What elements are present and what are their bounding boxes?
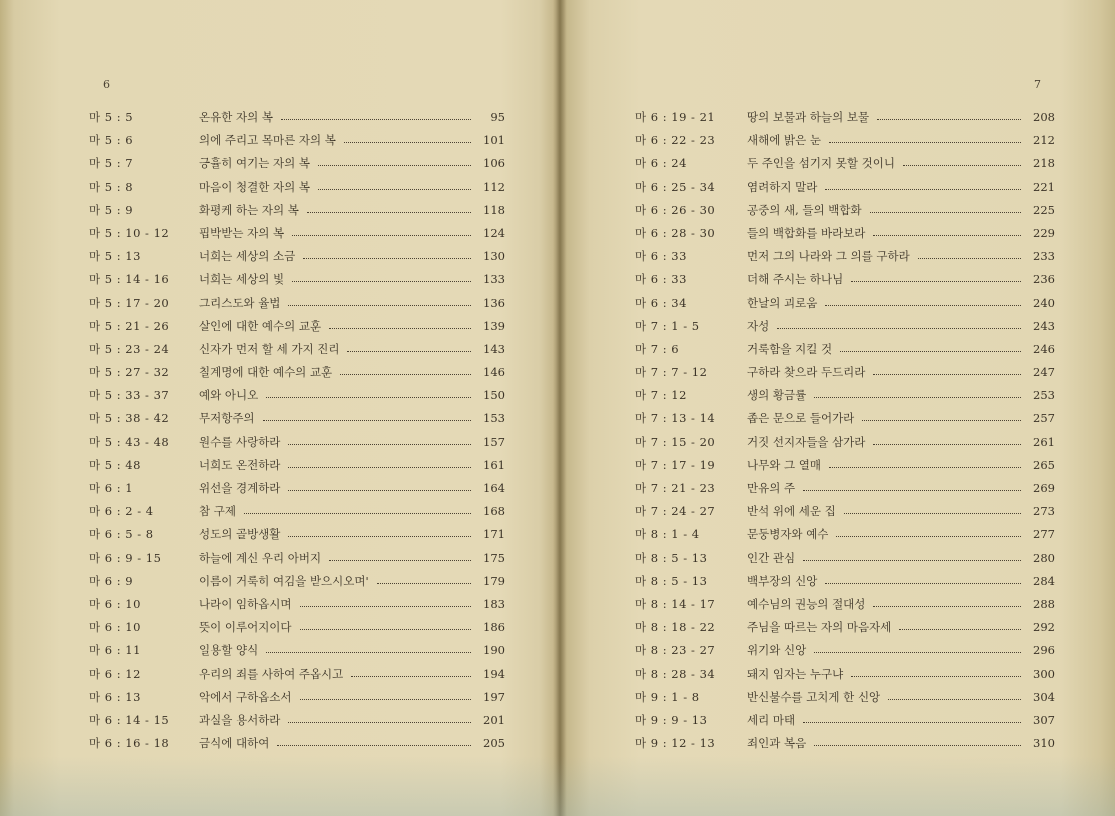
dot-leader [918,245,1021,259]
toc-entry [89,384,505,407]
dot-leader [288,431,471,445]
entry-title: 백부장의 신앙 [747,573,818,588]
page-number-ref: 197 [483,689,505,704]
page-number-ref: 139 [483,318,505,333]
page-number-ref: 150 [483,388,505,403]
dot-leader [814,732,1021,746]
toc-entry [89,500,505,523]
toc-entry [635,106,1055,129]
entry-title: 한날의 괴로움 [747,295,818,310]
dot-leader [803,477,1021,491]
page-number-ref: 179 [483,573,505,588]
page-number-ref: 253 [1033,388,1055,403]
toc-entry [89,152,505,175]
toc-entry [635,454,1055,477]
entry-title: 반신불수를 고치게 한 신앙 [747,689,881,704]
toc-entry [89,709,505,732]
scripture-reference: 마 8 : 5 - 13 [635,550,708,565]
page-number-ref: 153 [483,411,505,426]
scripture-reference: 마 7 : 7 - 12 [635,365,708,380]
page-number-ref: 201 [483,712,505,727]
dot-leader [303,245,471,259]
toc-entry [89,361,505,384]
toc-entry [635,199,1055,222]
scripture-reference: 마 6 : 12 [89,666,141,681]
scripture-reference: 마 6 : 33 [635,272,687,287]
dot-leader [888,686,1021,700]
dot-leader [899,616,1021,630]
page-number-ref: 284 [1033,573,1055,588]
toc-entry [89,245,505,268]
entry-title: 살인에 대한 예수의 교훈 [199,318,322,333]
page-number-ref: 164 [483,481,505,495]
page-number-ref: 136 [483,295,505,310]
entry-title: 좁은 문으로 들어가라 [747,411,855,426]
toc-entry [89,593,505,616]
page-number-ref: 296 [1033,643,1055,658]
toc-entry [89,176,505,199]
dot-leader [292,222,471,236]
entry-title: 세리 마태 [747,712,796,727]
dot-leader [873,431,1021,445]
entry-title: 들의 백합화를 바라보라 [747,225,866,240]
toc-entry [635,315,1055,338]
scripture-reference: 마 6 : 2 - 4 [89,504,154,519]
toc-entry [89,570,505,593]
page-number-ref: 280 [1033,550,1055,565]
entry-title: 너희는 세상의 빛 [199,272,285,287]
page-number-ref: 218 [1033,156,1055,171]
page-number-ref: 112 [483,179,505,194]
entry-title: 그리스도와 율법 [199,295,281,310]
scripture-reference: 마 6 : 26 - 30 [635,202,716,217]
scripture-reference: 마 5 : 8 [89,179,134,194]
toc-entry [635,663,1055,686]
dot-leader [277,732,471,746]
entry-title: 생의 황금률 [747,388,807,403]
entry-title: 참 구제 [199,504,236,519]
dot-leader [300,686,471,700]
entry-title: 주님을 따르는 자의 마음자세 [747,620,892,635]
scripture-reference: 마 6 : 11 [89,643,141,658]
page-number-ref: 288 [1033,596,1055,611]
toc-entry [89,547,505,570]
toc-entry [89,477,505,500]
dot-leader [851,268,1021,282]
page-number-ref: 124 [483,225,505,240]
toc-entry [635,129,1055,152]
dot-leader [318,176,471,190]
scripture-reference: 마 6 : 10 [89,620,141,635]
toc-entry [635,709,1055,732]
scripture-reference: 마 8 : 18 - 22 [635,620,716,635]
scripture-reference: 마 7 : 12 [635,388,687,403]
page-number-ref: 236 [1033,272,1055,287]
page-number-ref: 161 [483,457,505,472]
entry-title: 먼저 그의 나라와 그 의를 구하라 [747,249,910,264]
scripture-reference: 마 6 : 28 - 30 [635,225,716,240]
entry-title: 더해 주시는 하나님 [747,272,844,287]
toc-entry [635,431,1055,454]
toc-entry [635,407,1055,430]
toc-entry [89,129,505,152]
entry-title: 원수를 사랑하라 [199,434,281,449]
page-number-ref: 310 [1033,736,1055,751]
scripture-reference: 마 5 : 6 [89,133,134,148]
scripture-reference: 마 6 : 24 [635,156,687,171]
page-number-ref: 190 [483,643,505,658]
page-number-ref: 292 [1033,620,1055,635]
entry-title: 만유의 주 [747,481,796,495]
page-number-ref: 194 [483,666,505,681]
dot-leader [329,547,471,561]
toc-entry [89,106,505,129]
dot-leader [377,570,471,584]
entry-title: 뜻이 이루어지이다 [199,620,292,635]
entry-title: 위선을 경계하라 [199,481,281,495]
toc-entry [635,593,1055,616]
page-number-ref: 171 [483,527,505,542]
entry-title: 이름이 거룩히 여김을 받으시오며' [199,573,369,588]
scripture-reference: 마 7 : 6 [635,341,680,356]
page-number-ref: 106 [483,156,505,171]
scripture-reference: 마 6 : 5 - 8 [89,527,154,542]
entry-title: 새해에 밝은 눈 [747,133,821,148]
entry-title: 악에서 구하옵소서 [199,689,292,704]
page-number-ref: 118 [483,202,505,217]
toc-entry [89,338,505,361]
right-page-number: 7 [1034,78,1041,91]
toc-entry [635,222,1055,245]
page-number-ref: 157 [483,434,505,449]
page-number-ref: 225 [1033,202,1055,217]
toc-entry [89,523,505,546]
scripture-reference: 마 5 : 9 [89,202,134,217]
dot-leader [814,384,1021,398]
entry-title: 두 주인을 섬기지 못할 것이니 [747,156,895,171]
dot-leader [825,292,1021,306]
dot-leader [777,315,1021,329]
toc-entry [635,500,1055,523]
entry-title: 구하라 찾으라 두드리라 [747,365,866,380]
toc-entry [635,268,1055,291]
entry-title: 공중의 새, 들의 백합화 [747,202,862,217]
dot-leader [803,547,1021,561]
entry-title: 예수님의 권능의 절대성 [747,596,866,611]
toc-entry [89,222,505,245]
entry-title: 염려하지 말라 [747,179,818,194]
scripture-reference: 마 8 : 28 - 34 [635,666,716,681]
toc-entry [89,407,505,430]
scripture-reference: 마 6 : 25 - 34 [635,179,716,194]
dot-leader [862,407,1021,421]
scripture-reference: 마 6 : 33 [635,249,687,264]
page-number-ref: 229 [1033,225,1055,240]
left-page-number: 6 [103,78,110,91]
scripture-reference: 마 6 : 9 - 15 [89,550,162,565]
entry-title: 의에 주리고 목마른 자의 복 [199,133,336,148]
dot-leader [288,454,471,468]
page-number-ref: 133 [483,272,505,287]
page-number-ref: 243 [1033,318,1055,333]
dot-leader [844,500,1021,514]
scripture-reference: 마 5 : 5 [89,110,134,124]
scripture-reference: 마 6 : 9 [89,573,134,588]
dot-leader [814,639,1021,653]
entry-title: 거짓 선지자들을 삼가라 [747,434,866,449]
scripture-reference: 마 5 : 27 - 32 [89,365,170,380]
toc-entry [89,292,505,315]
scripture-reference: 마 5 : 33 - 37 [89,388,170,403]
scripture-reference: 마 7 : 1 - 5 [635,318,700,333]
scripture-reference: 마 8 : 23 - 27 [635,643,716,658]
toc-entry [635,245,1055,268]
dot-leader [347,338,471,352]
toc-entry [635,477,1055,500]
dot-leader [329,315,471,329]
page-number-ref: 143 [483,341,505,356]
dot-leader [292,268,471,282]
entry-title: 금식에 대하여 [199,736,270,751]
toc-entry [635,384,1055,407]
dot-leader [870,199,1021,213]
page-number-ref: 265 [1033,457,1055,472]
dot-leader [266,384,471,398]
page-number-ref: 168 [483,504,505,519]
toc-entry [635,547,1055,570]
entry-title: 땅의 보물과 하늘의 보물 [747,110,870,124]
scripture-reference: 마 5 : 38 - 42 [89,411,170,426]
entry-title: 신자가 먼저 할 세 가지 진리 [199,341,340,356]
scripture-reference: 마 5 : 48 [89,457,141,472]
toc-entry [635,686,1055,709]
entry-title: 우리의 죄를 사하여 주옵시고 [199,666,344,681]
right-toc-column [635,106,1055,755]
scripture-reference: 마 5 : 43 - 48 [89,434,170,449]
entry-title: 하늘에 계신 우리 아버지 [199,550,322,565]
page-number-ref: 246 [1033,341,1055,356]
entry-title: 너희는 세상의 소금 [199,249,296,264]
entry-title: 돼지 임자는 누구냐 [747,666,844,681]
dot-leader [836,523,1021,537]
page-number-ref: 269 [1033,481,1055,495]
page-number-ref: 146 [483,365,505,380]
scripture-reference: 마 8 : 1 - 4 [635,527,700,542]
dot-leader [288,709,471,723]
dot-leader [340,361,471,375]
entry-title: 화평케 하는 자의 복 [199,202,299,217]
page-number-ref: 300 [1033,666,1055,681]
dot-leader [288,523,471,537]
entry-title: 온유한 자의 복 [199,110,273,124]
toc-entry [89,315,505,338]
entry-title: 나라이 임하옵시며 [199,596,292,611]
scripture-reference: 마 6 : 1 [89,481,134,495]
entry-title: 문둥병자와 예수 [747,527,829,542]
page-number-ref: 257 [1033,411,1055,426]
dot-leader [873,593,1021,607]
dot-leader [903,152,1021,166]
entry-title: 위기와 신앙 [747,643,807,658]
page-number-ref: 101 [483,133,505,148]
entry-title: 거룩함을 지킬 것 [747,341,833,356]
scripture-reference: 마 5 : 14 - 16 [89,272,170,287]
dot-leader [873,361,1021,375]
dot-leader [344,129,471,143]
toc-entry [635,570,1055,593]
dot-leader [829,129,1021,143]
page-number-ref: 304 [1033,689,1055,704]
dot-leader [300,593,471,607]
page-number-ref: 130 [483,249,505,264]
scripture-reference: 마 7 : 17 - 19 [635,457,716,472]
scripture-reference: 마 7 : 15 - 20 [635,434,716,449]
entry-title: 무저항주의 [199,411,255,426]
toc-entry [89,454,505,477]
scripture-reference: 마 6 : 14 - 15 [89,712,170,727]
scripture-reference: 마 9 : 1 - 8 [635,689,700,704]
entry-title: 핍박받는 자의 복 [199,225,285,240]
dot-leader [300,616,471,630]
page-number-ref: 273 [1033,504,1055,519]
entry-title: 칠계명에 대한 예수의 교훈 [199,365,333,380]
dot-leader [263,407,471,421]
page-number-ref: 277 [1033,527,1055,542]
toc-entry [89,268,505,291]
toc-entry [635,523,1055,546]
page-number-ref: 307 [1033,712,1055,727]
dot-leader [288,292,471,306]
toc-entry [635,176,1055,199]
entry-title: 자성 [747,318,770,333]
scripture-reference: 마 9 : 12 - 13 [635,736,716,751]
scripture-reference: 마 6 : 19 - 21 [635,110,716,124]
toc-entry [635,361,1055,384]
scripture-reference: 마 8 : 5 - 13 [635,573,708,588]
scripture-reference: 마 5 : 23 - 24 [89,341,170,356]
page-number-ref: 247 [1033,365,1055,380]
page-number-ref: 95 [490,110,505,124]
dot-leader [281,106,471,120]
entry-title: 마음이 청결한 자의 복 [199,179,310,194]
dot-leader [851,663,1021,677]
scripture-reference: 마 5 : 10 - 12 [89,225,170,240]
page-number-ref: 175 [483,550,505,565]
page-number-ref: 186 [483,620,505,635]
scripture-reference: 마 7 : 24 - 27 [635,504,716,519]
toc-entry [635,732,1055,755]
toc-entry [89,639,505,662]
dot-leader [825,176,1021,190]
scripture-reference: 마 6 : 22 - 23 [635,133,716,148]
dot-leader [318,152,471,166]
dot-leader [873,222,1021,236]
scripture-reference: 마 8 : 14 - 17 [635,596,716,611]
toc-entry [635,616,1055,639]
scripture-reference: 마 9 : 9 - 13 [635,712,708,727]
dot-leader [803,709,1021,723]
entry-title: 너희도 온전하라 [199,457,281,472]
entry-title: 나무와 그 열매 [747,457,821,472]
toc-entry [635,338,1055,361]
page-number-ref: 208 [1033,110,1055,124]
dot-leader [840,338,1021,352]
entry-title: 죄인과 복음 [747,736,807,751]
page-number-ref: 233 [1033,249,1055,264]
scripture-reference: 마 5 : 7 [89,156,134,171]
toc-entry [89,732,505,755]
scripture-reference: 마 7 : 21 - 23 [635,481,716,495]
toc-entry [89,199,505,222]
entry-title: 일용할 양식 [199,643,259,658]
page-number-ref: 212 [1033,133,1055,148]
entry-title: 예와 아니오 [199,388,259,403]
page-number-ref: 221 [1033,179,1055,194]
toc-entry [89,616,505,639]
toc-entry [635,639,1055,662]
scripture-reference: 마 6 : 13 [89,689,141,704]
entry-title: 인간 관심 [747,550,796,565]
scripture-reference: 마 5 : 17 - 20 [89,295,170,310]
scripture-reference: 마 6 : 16 - 18 [89,736,170,751]
dot-leader [288,477,471,491]
scripture-reference: 마 5 : 13 [89,249,141,264]
page-number-ref: 205 [483,736,505,751]
toc-entry [89,663,505,686]
toc-entry [89,431,505,454]
dot-leader [266,639,471,653]
dot-leader [877,106,1021,120]
scripture-reference: 마 6 : 34 [635,295,687,310]
book-spine [553,0,567,816]
left-toc-column [89,106,505,755]
entry-title: 성도의 골방생활 [199,527,281,542]
scripture-reference: 마 6 : 10 [89,596,141,611]
dot-leader [244,500,471,514]
entry-title: 긍휼히 여기는 자의 복 [199,156,310,171]
page-number-ref: 183 [483,596,505,611]
dot-leader [829,454,1021,468]
entry-title: 과실을 용서하라 [199,712,281,727]
dot-leader [351,663,471,677]
page-number-ref: 261 [1033,434,1055,449]
dot-leader [307,199,471,213]
scripture-reference: 마 5 : 21 - 26 [89,318,170,333]
scripture-reference: 마 7 : 13 - 14 [635,411,716,426]
toc-entry [89,686,505,709]
entry-title: 반석 위에 세운 집 [747,504,836,519]
page-number-ref: 240 [1033,295,1055,310]
toc-entry [635,292,1055,315]
dot-leader [825,570,1021,584]
toc-entry [635,152,1055,175]
